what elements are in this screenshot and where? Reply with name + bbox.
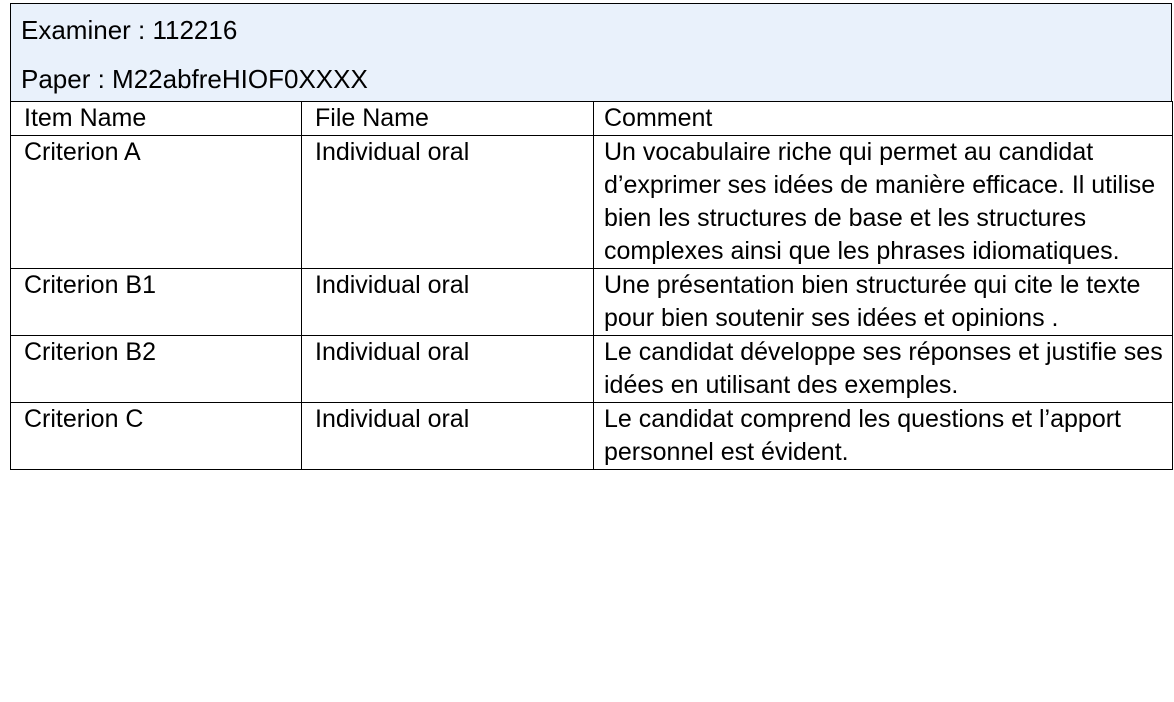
item-name-cell: Criterion B1 <box>11 269 302 336</box>
comment-cell: Le candidat comprend les questions et l’apport personnel est évident. <box>594 403 1173 470</box>
item-name-cell: Criterion C <box>11 403 302 470</box>
marking-sheet <box>10 3 1172 470</box>
comment-cell: Le candidat développe ses réponses et justifie ses idées en utilisant des exemples. <box>594 336 1173 403</box>
table-row <box>11 336 1173 403</box>
file-name-cell: Individual oral <box>302 336 594 403</box>
table-row <box>11 403 1173 470</box>
column-header-file-name: File Name <box>302 102 594 136</box>
column-header-item-name: Item Name <box>11 102 302 136</box>
comment-cell: Une présentation bien structurée qui cite le texte pour bien soutenir ses idées et opinions . <box>594 269 1173 336</box>
item-name-cell: Criterion A <box>11 136 302 269</box>
comment-cell: Un vocabulaire riche qui permet au candidat d’exprimer ses idées de manière efficace. Il utilise bien les structures de base et les structures complexes ainsi que les phrases idiomatiques. <box>594 136 1173 269</box>
comments-table <box>10 101 1173 470</box>
table-row <box>11 136 1173 269</box>
table-header-row <box>11 102 1173 136</box>
sheet-header <box>10 3 1172 101</box>
table-row <box>11 269 1173 336</box>
examiner-label: Examiner : 112216 <box>21 15 238 45</box>
file-name-cell: Individual oral <box>302 269 594 336</box>
paper-label: Paper : M22abfreHIOF0XXXX <box>21 64 368 94</box>
item-name-cell: Criterion B2 <box>11 336 302 403</box>
column-header-comment: Comment <box>594 102 1173 136</box>
file-name-cell: Individual oral <box>302 136 594 269</box>
file-name-cell: Individual oral <box>302 403 594 470</box>
